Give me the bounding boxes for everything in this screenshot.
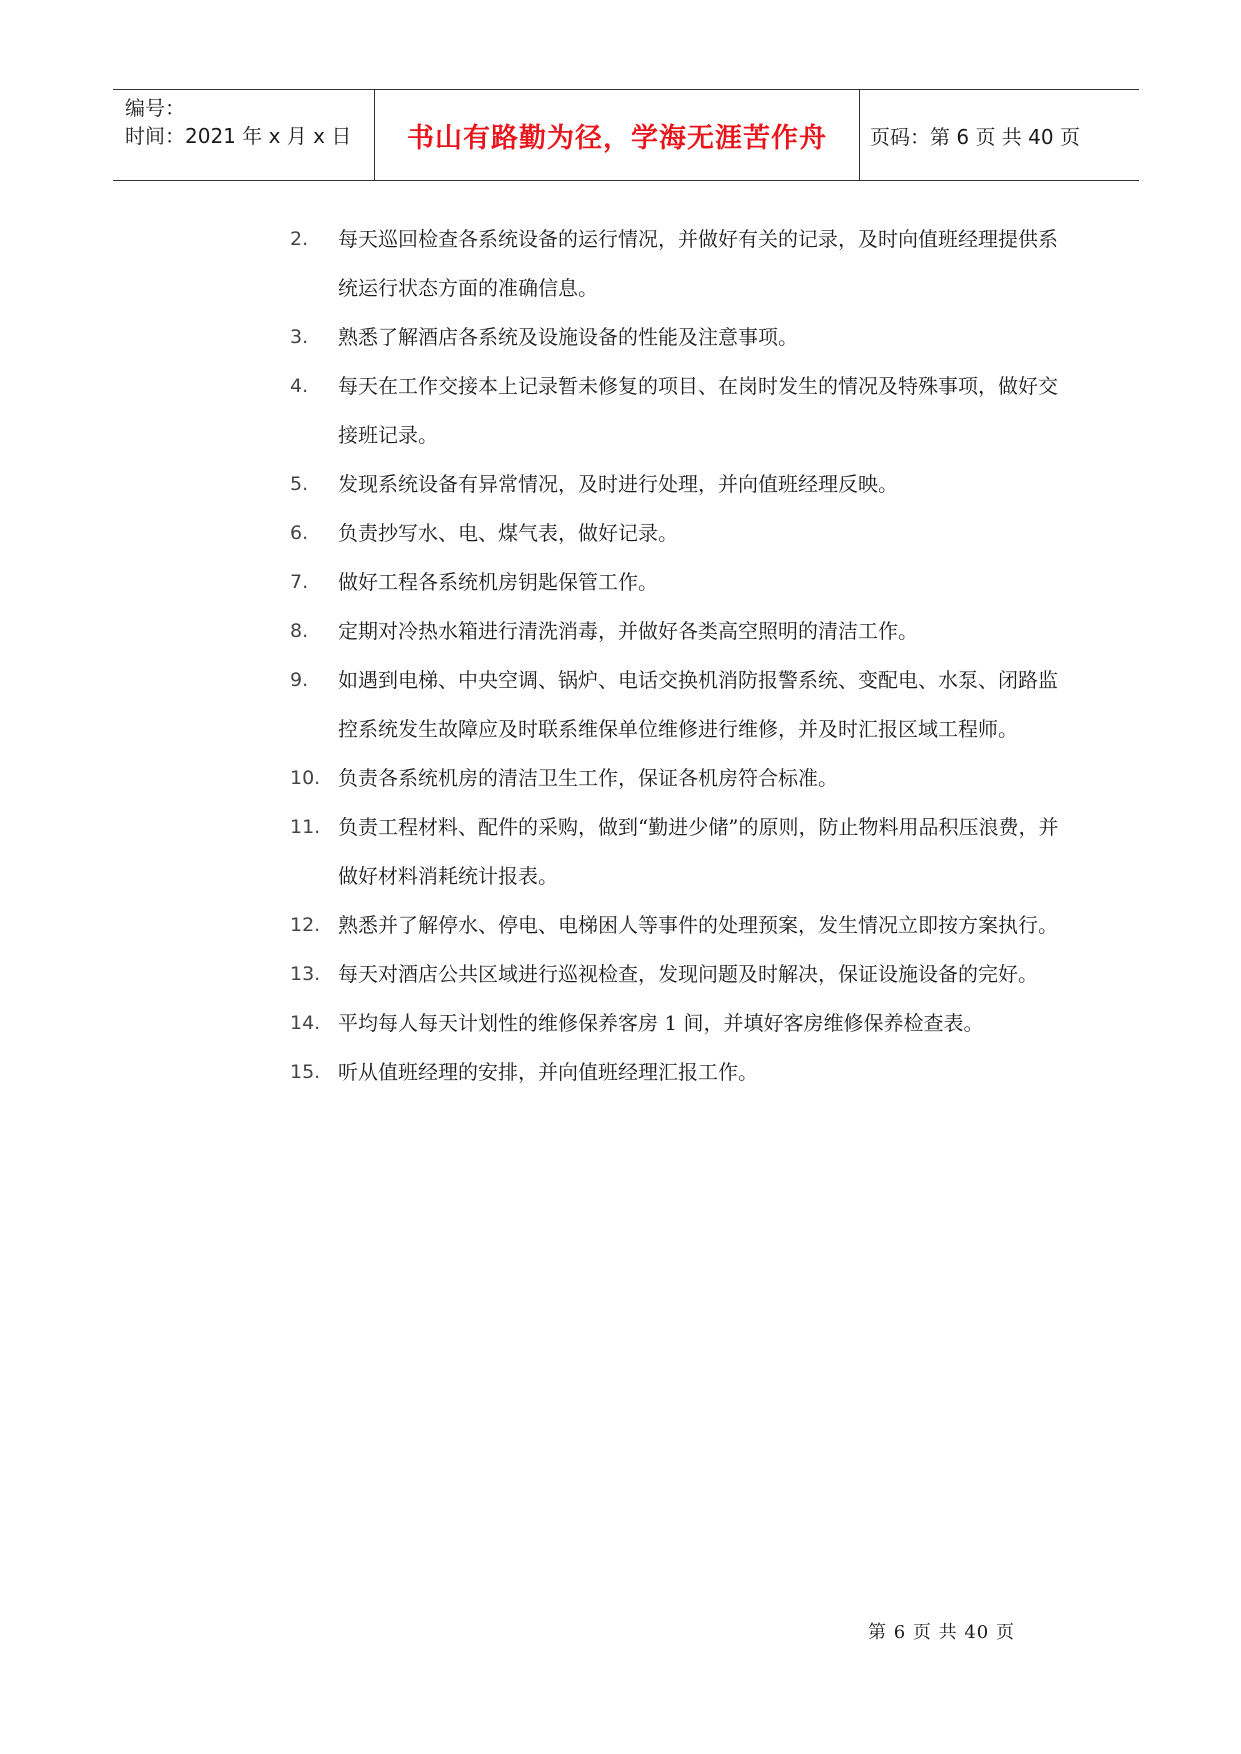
page-footer: 第 6 页 共 40 页: [868, 1622, 1015, 1643]
list-item: [290, 1048, 1070, 1097]
list-item-number: 6.: [290, 522, 309, 544]
list-item-text: 负责各系统机房的清洁卫生工作，保证各机房符合标准。: [338, 766, 838, 790]
list-item-number: 10.: [290, 767, 321, 789]
duty-list: [290, 215, 1070, 1097]
list-item: [290, 656, 1070, 754]
list-item-text: 平均每人每天计划性的维修保养客房 1 间，并填好客房维修保养检查表。: [338, 1011, 984, 1035]
list-item-text: 熟悉并了解停水、停电、电梯困人等事件的处理预案，发生情况立即按方案执行。: [338, 913, 1058, 937]
list-item: [290, 460, 1070, 509]
list-item-number: 12.: [290, 914, 321, 936]
list-item: [290, 999, 1070, 1048]
list-item-number: 3.: [290, 326, 309, 348]
list-item-number: 14.: [290, 1012, 321, 1034]
list-item-text: 如遇到电梯、中央空调、锅炉、电话交换机消防报警系统、变配电、水泵、闭路监控系统发生故障应及时联系维保单位维修进行维修，并及时汇报区域工程师。: [338, 668, 1058, 741]
list-item: [290, 362, 1070, 460]
list-item-number: 4.: [290, 375, 309, 397]
list-item-text: 每天在工作交接本上记录暂未修复的项目、在岗时发生的情况及特殊事项，做好交接班记录。: [338, 374, 1058, 447]
list-item-text: 做好工程各系统机房钥匙保管工作。: [338, 570, 658, 594]
list-item-number: 5.: [290, 473, 309, 495]
list-item: [290, 607, 1070, 656]
list-item-text: 听从值班经理的安排，并向值班经理汇报工作。: [338, 1060, 758, 1084]
list-item: [290, 509, 1070, 558]
list-item: [290, 754, 1070, 803]
list-item: [290, 558, 1070, 607]
list-item: [290, 803, 1070, 901]
list-item: [290, 313, 1070, 362]
list-item-number: 11.: [290, 816, 321, 838]
page-header: [113, 89, 1139, 181]
list-item-number: 2.: [290, 228, 309, 250]
list-item: [290, 950, 1070, 999]
list-item-number: 9.: [290, 669, 309, 691]
document-code-label: 编号：: [125, 96, 185, 120]
list-item-number: 7.: [290, 571, 309, 593]
list-item-text: 每天对酒店公共区域进行巡视检查，发现问题及时解决，保证设施设备的完好。: [338, 962, 1038, 986]
document-time-label: 时间：2021 年 x 月 x 日: [125, 124, 352, 148]
list-item-number: 13.: [290, 963, 321, 985]
list-item-text: 负责工程材料、配件的采购，做到“勤进少储”的原则，防止物料用品积压浪费，并做好材料消耗统计报表。: [338, 815, 1059, 888]
header-page-info: 页码：第 6 页 共 40 页: [870, 124, 1080, 149]
list-item-text: 定期对冷热水箱进行清洗消毒，并做好各类高空照明的清洁工作。: [338, 619, 918, 643]
list-item-text: 每天巡回检查各系统设备的运行情况，并做好有关的记录，及时向值班经理提供系统运行状态方面的准确信息。: [338, 227, 1058, 300]
list-item-text: 发现系统设备有异常情况，及时进行处理，并向值班经理反映。: [338, 472, 898, 496]
header-motto: 书山有路勤为径，学海无涯苦作舟: [375, 90, 860, 180]
list-item-text: 熟悉了解酒店各系统及设施设备的性能及注意事项。: [338, 325, 798, 349]
list-item-text: 负责抄写水、电、煤气表，做好记录。: [338, 521, 678, 545]
header-meta: [113, 90, 375, 180]
list-item-number: 8.: [290, 620, 309, 642]
list-item-number: 15.: [290, 1061, 321, 1083]
list-item: [290, 901, 1070, 950]
list-item: [290, 215, 1070, 313]
